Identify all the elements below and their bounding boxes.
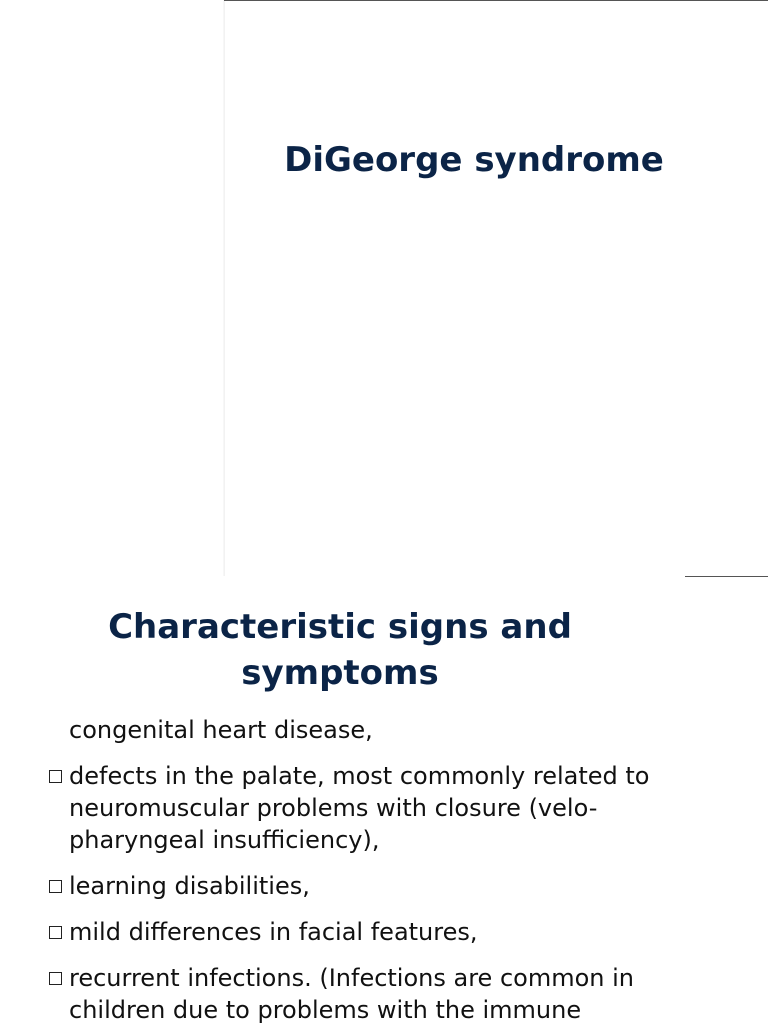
symptom-list (46, 714, 686, 1024)
slide-2-title-line-1: Characteristic signs and (108, 607, 572, 647)
checkbox-bullet-icon (49, 972, 62, 985)
slide-1-top-border (224, 0, 768, 1)
list-item-text: recurrent infections. (Infections are common in children due to problems with the immune (69, 964, 634, 1024)
checkbox-bullet-icon (49, 926, 62, 939)
list-item (46, 916, 686, 948)
slide-2-title (90, 604, 590, 696)
checkbox-bullet-icon (49, 770, 62, 783)
slide-2-title-line-2: symptoms (241, 653, 439, 693)
slide-1-bottom-border (685, 576, 768, 577)
slide-1 (224, 0, 768, 576)
slide-1-title: DiGeorge syndrome (284, 140, 664, 180)
list-item-text: learning disabilities, (69, 872, 310, 900)
list-item-text: defects in the palate, most commonly related to neuromuscular problems with closure (velo-pharyngeal insufficiency), (69, 762, 650, 854)
list-item-text: mild differences in facial features, (69, 918, 478, 946)
checkbox-bullet-icon (49, 880, 62, 893)
list-item-text: congenital heart disease, (69, 716, 373, 744)
list-item (46, 760, 686, 856)
list-item (46, 714, 686, 746)
list-item (46, 870, 686, 902)
list-item (46, 962, 686, 1024)
